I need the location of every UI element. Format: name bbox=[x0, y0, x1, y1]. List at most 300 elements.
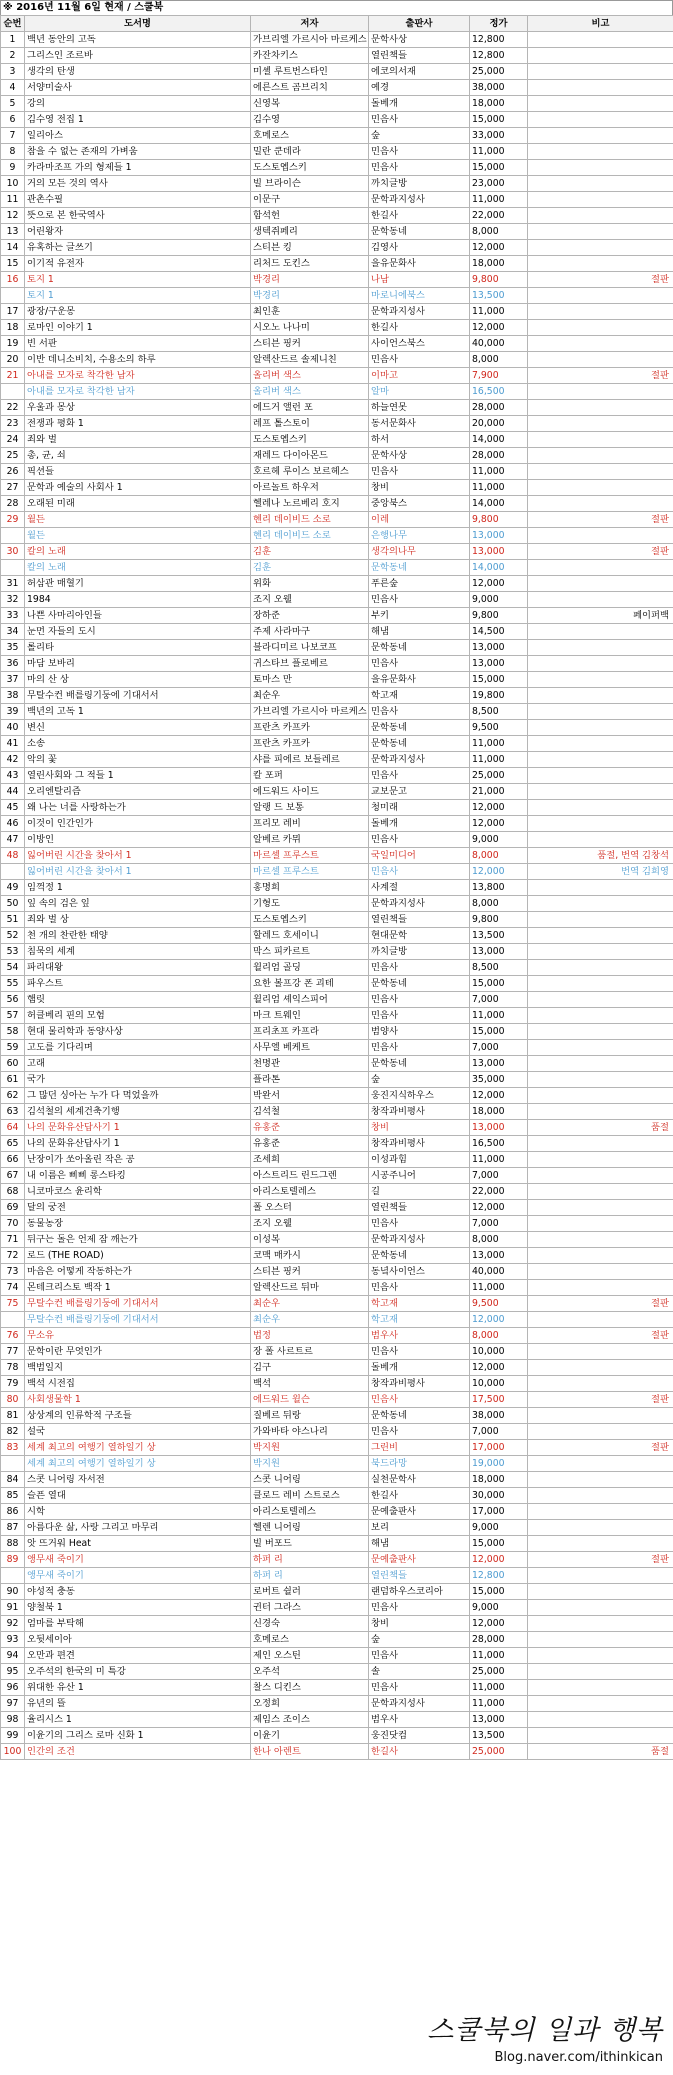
cell-number: 25 bbox=[1, 448, 25, 464]
cell-price: 8,000 bbox=[470, 224, 528, 240]
cell-publisher: 민음사 bbox=[369, 1008, 470, 1024]
cell-price: 13,500 bbox=[470, 288, 528, 304]
cell-author: 김석철 bbox=[251, 1104, 369, 1120]
cell-note bbox=[528, 752, 673, 768]
table-row bbox=[1, 672, 673, 688]
cell-price: 9,800 bbox=[470, 512, 528, 528]
cell-title: 오주석의 한국의 미 특강 bbox=[25, 1664, 251, 1680]
cell-note bbox=[528, 160, 673, 176]
cell-title: 왜 나는 너를 사랑하는가 bbox=[25, 800, 251, 816]
cell-author: 카잔차키스 bbox=[251, 48, 369, 64]
cell-author: 프리초프 카프라 bbox=[251, 1024, 369, 1040]
table-row bbox=[1, 1040, 673, 1056]
cell-author: 코맥 매카시 bbox=[251, 1248, 369, 1264]
cell-publisher: 김영사 bbox=[369, 240, 470, 256]
cell-number: 13 bbox=[1, 224, 25, 240]
cell-publisher: 푸른숲 bbox=[369, 576, 470, 592]
cell-number: 82 bbox=[1, 1424, 25, 1440]
cell-number: 3 bbox=[1, 64, 25, 80]
cell-price: 8,000 bbox=[470, 1328, 528, 1344]
table-row bbox=[1, 448, 673, 464]
cell-note bbox=[528, 1712, 673, 1728]
cell-publisher: 문학동네 bbox=[369, 224, 470, 240]
cell-title: 위대한 유산 1 bbox=[25, 1680, 251, 1696]
cell-author: 최인훈 bbox=[251, 304, 369, 320]
cell-publisher: 문학과지성사 bbox=[369, 304, 470, 320]
cell-publisher: 솔 bbox=[369, 1664, 470, 1680]
cell-price: 7,000 bbox=[470, 1424, 528, 1440]
cell-author: 가브리엘 가르시아 마르케스 bbox=[251, 704, 369, 720]
header-price: 정가 bbox=[470, 16, 528, 32]
cell-author: 신영복 bbox=[251, 96, 369, 112]
cell-author: 플라톤 bbox=[251, 1072, 369, 1088]
table-row bbox=[1, 1424, 673, 1440]
cell-price: 15,000 bbox=[470, 1024, 528, 1040]
cell-number: 49 bbox=[1, 880, 25, 896]
cell-note bbox=[528, 944, 673, 960]
cell-number: 75 bbox=[1, 1296, 25, 1312]
cell-author: 김훈 bbox=[251, 544, 369, 560]
cell-number: 100 bbox=[1, 1744, 25, 1760]
cell-price: 12,800 bbox=[470, 48, 528, 64]
cell-publisher: 창작과비평사 bbox=[369, 1376, 470, 1392]
cell-number: 45 bbox=[1, 800, 25, 816]
cell-price: 18,000 bbox=[470, 1472, 528, 1488]
cell-note bbox=[528, 96, 673, 112]
cell-publisher: 문학사상 bbox=[369, 448, 470, 464]
cell-title: 칼의 노래 bbox=[25, 560, 251, 576]
table-row bbox=[1, 208, 673, 224]
table-row bbox=[1, 928, 673, 944]
cell-author: 도스토옙스키 bbox=[251, 432, 369, 448]
cell-number: 93 bbox=[1, 1632, 25, 1648]
cell-title: 이기적 유전자 bbox=[25, 256, 251, 272]
cell-author: 하퍼 리 bbox=[251, 1568, 369, 1584]
cell-price: 12,000 bbox=[470, 240, 528, 256]
table-row bbox=[1, 960, 673, 976]
cell-number: 90 bbox=[1, 1584, 25, 1600]
cell-price: 19,800 bbox=[470, 688, 528, 704]
cell-author: 김구 bbox=[251, 1360, 369, 1376]
cell-publisher: 길 bbox=[369, 1184, 470, 1200]
table-row bbox=[1, 64, 673, 80]
cell-number: 91 bbox=[1, 1600, 25, 1616]
cell-title: 롤리타 bbox=[25, 640, 251, 656]
cell-note bbox=[528, 1632, 673, 1648]
cell-publisher: 보리 bbox=[369, 1520, 470, 1536]
table-row bbox=[1, 256, 673, 272]
cell-note bbox=[528, 800, 673, 816]
cell-author: 김수영 bbox=[251, 112, 369, 128]
blog-signature: 스쿨북의 일과 행복 bbox=[427, 2015, 663, 2046]
table-row bbox=[1, 1584, 673, 1600]
cell-publisher: 마로니에북스 bbox=[369, 288, 470, 304]
cell-price: 28,000 bbox=[470, 1632, 528, 1648]
cell-number: 72 bbox=[1, 1248, 25, 1264]
cell-title: 총, 균, 쇠 bbox=[25, 448, 251, 464]
cell-author: 백석 bbox=[251, 1376, 369, 1392]
table-row bbox=[1, 1488, 673, 1504]
cell-publisher: 열린책들 bbox=[369, 1200, 470, 1216]
cell-title: 관촌수필 bbox=[25, 192, 251, 208]
cell-title: 김수영 전집 1 bbox=[25, 112, 251, 128]
cell-publisher: 문학과지성사 bbox=[369, 1232, 470, 1248]
cell-number: 15 bbox=[1, 256, 25, 272]
table-row bbox=[1, 832, 673, 848]
table-row bbox=[1, 1632, 673, 1648]
cell-title: 칼의 노래 bbox=[25, 544, 251, 560]
cell-title: 우울과 몽상 bbox=[25, 400, 251, 416]
cell-title: 마의 산 상 bbox=[25, 672, 251, 688]
cell-author: 아스트리드 린드그렌 bbox=[251, 1168, 369, 1184]
table-row bbox=[1, 1552, 673, 1568]
cell-title: 백범일지 bbox=[25, 1360, 251, 1376]
cell-title: 난장이가 쏘아올린 작은 공 bbox=[25, 1152, 251, 1168]
table-row bbox=[1, 944, 673, 960]
cell-title: 동물농장 bbox=[25, 1216, 251, 1232]
cell-note bbox=[528, 1200, 673, 1216]
table-row bbox=[1, 1360, 673, 1376]
table-row bbox=[1, 304, 673, 320]
cell-author: 오주석 bbox=[251, 1664, 369, 1680]
table-row bbox=[1, 96, 673, 112]
cell-price: 16,500 bbox=[470, 1136, 528, 1152]
cell-title: 생각의 탄생 bbox=[25, 64, 251, 80]
cell-price: 12,000 bbox=[470, 1200, 528, 1216]
cell-number: 23 bbox=[1, 416, 25, 432]
cell-price: 22,000 bbox=[470, 1184, 528, 1200]
cell-price: 12,000 bbox=[470, 1552, 528, 1568]
cell-price: 17,000 bbox=[470, 1440, 528, 1456]
cell-note bbox=[528, 768, 673, 784]
table-row bbox=[1, 512, 673, 528]
table-row bbox=[1, 1232, 673, 1248]
cell-note bbox=[528, 1600, 673, 1616]
cell-price: 7,000 bbox=[470, 1168, 528, 1184]
cell-title: 빈 서판 bbox=[25, 336, 251, 352]
cell-note: 절판 bbox=[528, 368, 673, 384]
cell-number: 69 bbox=[1, 1200, 25, 1216]
cell-author: 에른스트 곰브리치 bbox=[251, 80, 369, 96]
cell-number: 35 bbox=[1, 640, 25, 656]
cell-number: 53 bbox=[1, 944, 25, 960]
cell-author: 스티븐 킹 bbox=[251, 240, 369, 256]
cell-number: 18 bbox=[1, 320, 25, 336]
table-row bbox=[1, 912, 673, 928]
cell-note bbox=[528, 560, 673, 576]
cell-title: 파우스트 bbox=[25, 976, 251, 992]
cell-publisher: 열린책들 bbox=[369, 48, 470, 64]
cell-price: 23,000 bbox=[470, 176, 528, 192]
cell-price: 12,000 bbox=[470, 816, 528, 832]
cell-price: 18,000 bbox=[470, 256, 528, 272]
cell-note bbox=[528, 960, 673, 976]
cell-title: 문학이란 무엇인가 bbox=[25, 1344, 251, 1360]
cell-number: 40 bbox=[1, 720, 25, 736]
cell-price: 13,800 bbox=[470, 880, 528, 896]
cell-author: 법정 bbox=[251, 1328, 369, 1344]
cell-number: 39 bbox=[1, 704, 25, 720]
cell-note bbox=[528, 192, 673, 208]
cell-number bbox=[1, 384, 25, 400]
cell-publisher: 열린책들 bbox=[369, 912, 470, 928]
cell-author: 질베르 뒤랑 bbox=[251, 1408, 369, 1424]
table-row bbox=[1, 528, 673, 544]
cell-title: 양철북 1 bbox=[25, 1600, 251, 1616]
cell-note bbox=[528, 1216, 673, 1232]
cell-publisher: 현대문학 bbox=[369, 928, 470, 944]
cell-author: 빌 버포드 bbox=[251, 1536, 369, 1552]
cell-number bbox=[1, 1312, 25, 1328]
cell-publisher: 한길사 bbox=[369, 1488, 470, 1504]
cell-publisher: 생각의나무 bbox=[369, 544, 470, 560]
cell-note: 품절, 번역 김창석 bbox=[528, 848, 673, 864]
cell-author: 요한 볼프강 폰 괴테 bbox=[251, 976, 369, 992]
cell-title: 파리대왕 bbox=[25, 960, 251, 976]
cell-note bbox=[528, 352, 673, 368]
cell-title: 어린왕자 bbox=[25, 224, 251, 240]
cell-note bbox=[528, 1136, 673, 1152]
table-row bbox=[1, 1248, 673, 1264]
cell-number: 57 bbox=[1, 1008, 25, 1024]
cell-author: 기형도 bbox=[251, 896, 369, 912]
cell-number: 52 bbox=[1, 928, 25, 944]
cell-price: 13,000 bbox=[470, 544, 528, 560]
cell-price: 14,000 bbox=[470, 496, 528, 512]
cell-note bbox=[528, 240, 673, 256]
cell-author: 마르셀 프루스트 bbox=[251, 848, 369, 864]
cell-title: 오래된 미래 bbox=[25, 496, 251, 512]
cell-price: 17,500 bbox=[470, 1392, 528, 1408]
table-row bbox=[1, 560, 673, 576]
table-row bbox=[1, 656, 673, 672]
cell-number: 27 bbox=[1, 480, 25, 496]
cell-title: 픽션들 bbox=[25, 464, 251, 480]
cell-price: 12,000 bbox=[470, 1088, 528, 1104]
cell-price: 15,000 bbox=[470, 1536, 528, 1552]
cell-publisher: 민음사 bbox=[369, 144, 470, 160]
cell-price: 40,000 bbox=[470, 1264, 528, 1280]
cell-note bbox=[528, 1088, 673, 1104]
cell-price: 8,500 bbox=[470, 960, 528, 976]
cell-number: 34 bbox=[1, 624, 25, 640]
cell-title: 토지 1 bbox=[25, 272, 251, 288]
cell-price: 11,000 bbox=[470, 1280, 528, 1296]
cell-note bbox=[528, 1008, 673, 1024]
cell-title: 죄와 벌 상 bbox=[25, 912, 251, 928]
cell-note: 품절 bbox=[528, 1744, 673, 1760]
cell-title: 허클베리 핀의 모험 bbox=[25, 1008, 251, 1024]
cell-number: 80 bbox=[1, 1392, 25, 1408]
table-row bbox=[1, 1520, 673, 1536]
sheet-title: ※ 2016년 11월 6일 현재 / 스쿨북 bbox=[0, 0, 673, 15]
cell-title: 김석철의 세계건축기행 bbox=[25, 1104, 251, 1120]
cell-publisher: 민음사 bbox=[369, 832, 470, 848]
table-row bbox=[1, 1456, 673, 1472]
cell-title: 나쁜 사마리아인들 bbox=[25, 608, 251, 624]
table-row bbox=[1, 1264, 673, 1280]
cell-price: 20,000 bbox=[470, 416, 528, 432]
cell-title: 무소유 bbox=[25, 1328, 251, 1344]
cell-price: 11,000 bbox=[470, 304, 528, 320]
cell-price: 7,900 bbox=[470, 368, 528, 384]
cell-publisher: 숲 bbox=[369, 1632, 470, 1648]
cell-note bbox=[528, 880, 673, 896]
cell-publisher: 창비 bbox=[369, 1616, 470, 1632]
cell-title: 슬픈 열대 bbox=[25, 1488, 251, 1504]
table-row bbox=[1, 352, 673, 368]
cell-title: 눈먼 자들의 도시 bbox=[25, 624, 251, 640]
cell-author: 칼 포퍼 bbox=[251, 768, 369, 784]
cell-publisher: 문학과지성사 bbox=[369, 752, 470, 768]
cell-publisher: 문예출판사 bbox=[369, 1552, 470, 1568]
cell-price: 11,000 bbox=[470, 1008, 528, 1024]
cell-title: 월든 bbox=[25, 528, 251, 544]
cell-price: 12,800 bbox=[470, 1568, 528, 1584]
cell-author: 사무엘 베케트 bbox=[251, 1040, 369, 1056]
cell-note bbox=[528, 1696, 673, 1712]
cell-price: 13,500 bbox=[470, 1728, 528, 1744]
table-row bbox=[1, 1472, 673, 1488]
table-row bbox=[1, 1344, 673, 1360]
table-row bbox=[1, 704, 673, 720]
cell-price: 8,500 bbox=[470, 704, 528, 720]
cell-number bbox=[1, 288, 25, 304]
blog-footer bbox=[0, 2000, 673, 2075]
cell-title: 천 개의 찬란한 태양 bbox=[25, 928, 251, 944]
cell-price: 8,000 bbox=[470, 1232, 528, 1248]
table-row bbox=[1, 1088, 673, 1104]
cell-price: 12,000 bbox=[470, 864, 528, 880]
cell-author: 유홍준 bbox=[251, 1136, 369, 1152]
cell-title: 세계 최고의 여행기 열하일기 상 bbox=[25, 1440, 251, 1456]
cell-number: 19 bbox=[1, 336, 25, 352]
cell-author: 헨리 데이비드 소로 bbox=[251, 528, 369, 544]
cell-author: 조지 오웰 bbox=[251, 1216, 369, 1232]
cell-note bbox=[528, 992, 673, 1008]
cell-note bbox=[528, 1648, 673, 1664]
cell-title: 백년의 고독 1 bbox=[25, 704, 251, 720]
cell-note bbox=[528, 1104, 673, 1120]
table-row bbox=[1, 1680, 673, 1696]
cell-number: 31 bbox=[1, 576, 25, 592]
cell-note bbox=[528, 1536, 673, 1552]
cell-publisher: 문학동네 bbox=[369, 736, 470, 752]
cell-publisher: 한길사 bbox=[369, 320, 470, 336]
cell-title: 카라마조프 가의 형제들 1 bbox=[25, 160, 251, 176]
cell-note bbox=[528, 1264, 673, 1280]
cell-publisher: 국일미디어 bbox=[369, 848, 470, 864]
cell-title: 로마인 이야기 1 bbox=[25, 320, 251, 336]
cell-number: 21 bbox=[1, 368, 25, 384]
cell-publisher: 한길사 bbox=[369, 208, 470, 224]
cell-publisher: 범우사 bbox=[369, 1712, 470, 1728]
table-row bbox=[1, 992, 673, 1008]
cell-publisher: 문학동네 bbox=[369, 1056, 470, 1072]
cell-author: 홍명희 bbox=[251, 880, 369, 896]
cell-author: 박지원 bbox=[251, 1440, 369, 1456]
cell-author: 클로드 레비 스트로스 bbox=[251, 1488, 369, 1504]
cell-price: 13,000 bbox=[470, 1120, 528, 1136]
cell-note bbox=[528, 832, 673, 848]
cell-number: 99 bbox=[1, 1728, 25, 1744]
cell-note bbox=[528, 1168, 673, 1184]
cell-note bbox=[528, 32, 673, 48]
cell-publisher: 해냄 bbox=[369, 624, 470, 640]
cell-price: 9,500 bbox=[470, 720, 528, 736]
cell-title: 무탈수컨 배를링기둥에 기대서서 bbox=[25, 1312, 251, 1328]
cell-price: 35,000 bbox=[470, 1072, 528, 1088]
cell-title: 잎 속의 검은 잎 bbox=[25, 896, 251, 912]
cell-title: 잃어버린 시간을 찾아서 1 bbox=[25, 864, 251, 880]
cell-title: 달의 궁전 bbox=[25, 1200, 251, 1216]
cell-number: 81 bbox=[1, 1408, 25, 1424]
cell-number: 37 bbox=[1, 672, 25, 688]
cell-title: 세계 최고의 여행기 열하일기 상 bbox=[25, 1456, 251, 1472]
cell-author: 에드워드 사이드 bbox=[251, 784, 369, 800]
cell-number: 98 bbox=[1, 1712, 25, 1728]
cell-title: 서양미술사 bbox=[25, 80, 251, 96]
cell-number: 14 bbox=[1, 240, 25, 256]
cell-author: 이성복 bbox=[251, 1232, 369, 1248]
cell-note: 절판 bbox=[528, 1552, 673, 1568]
table-row bbox=[1, 1136, 673, 1152]
cell-author: 하퍼 리 bbox=[251, 1552, 369, 1568]
table-row bbox=[1, 80, 673, 96]
cell-publisher: 숲 bbox=[369, 1072, 470, 1088]
cell-publisher: 그린비 bbox=[369, 1440, 470, 1456]
cell-title: 강의 bbox=[25, 96, 251, 112]
cell-note bbox=[528, 1664, 673, 1680]
cell-note bbox=[528, 1424, 673, 1440]
cell-price: 18,000 bbox=[470, 1104, 528, 1120]
header-publisher: 출판사 bbox=[369, 16, 470, 32]
cell-number: 84 bbox=[1, 1472, 25, 1488]
table-row bbox=[1, 1696, 673, 1712]
cell-number: 94 bbox=[1, 1648, 25, 1664]
cell-publisher: 돌베개 bbox=[369, 1360, 470, 1376]
cell-title: 이방인 bbox=[25, 832, 251, 848]
table-row bbox=[1, 336, 673, 352]
cell-number: 42 bbox=[1, 752, 25, 768]
table-row bbox=[1, 1616, 673, 1632]
cell-note bbox=[528, 1248, 673, 1264]
cell-note bbox=[528, 1376, 673, 1392]
cell-title: 나의 문화유산답사기 1 bbox=[25, 1136, 251, 1152]
cell-author: 아르놀트 하우저 bbox=[251, 480, 369, 496]
cell-publisher: 을유문화사 bbox=[369, 672, 470, 688]
cell-price: 9,800 bbox=[470, 272, 528, 288]
cell-title: 소송 bbox=[25, 736, 251, 752]
cell-author: 시오노 나나미 bbox=[251, 320, 369, 336]
cell-publisher: 민음사 bbox=[369, 592, 470, 608]
cell-price: 11,000 bbox=[470, 480, 528, 496]
table-row bbox=[1, 880, 673, 896]
table-row bbox=[1, 1152, 673, 1168]
cell-author: 프리모 레비 bbox=[251, 816, 369, 832]
cell-publisher: 하서 bbox=[369, 432, 470, 448]
cell-price: 25,000 bbox=[470, 1744, 528, 1760]
blog-url[interactable]: Blog.naver.com/ithinkican bbox=[494, 2050, 663, 2065]
cell-number: 41 bbox=[1, 736, 25, 752]
cell-number: 32 bbox=[1, 592, 25, 608]
cell-publisher: 범양사 bbox=[369, 1024, 470, 1040]
cell-price: 7,000 bbox=[470, 1040, 528, 1056]
cell-note bbox=[528, 496, 673, 512]
cell-author: 생텍쥐페리 bbox=[251, 224, 369, 240]
table-row bbox=[1, 1312, 673, 1328]
cell-price: 12,000 bbox=[470, 1312, 528, 1328]
